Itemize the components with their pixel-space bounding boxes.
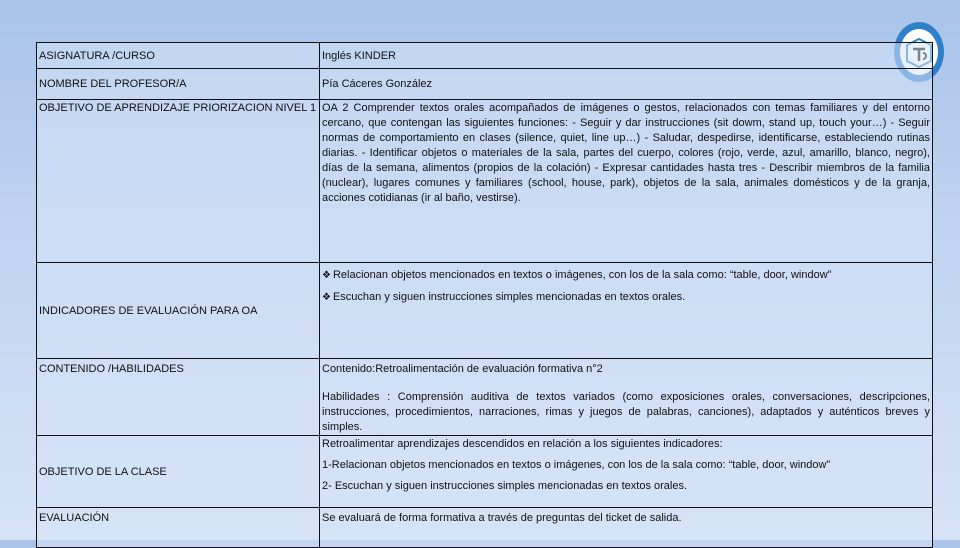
indicadores-list	[320, 263, 933, 359]
indicador-text: Escuchan y siguen instrucciones simples mencionadas en textos orales.	[332, 291, 686, 303]
contenido-label: CONTENIDO /HABILIDADES	[37, 359, 320, 436]
profesor-label: NOMBRE DEL PROFESOR/A	[37, 69, 320, 100]
objetivo-aprendizaje-label: OBJETIVO DE APRENDIZAJE PRIORIZACION NIVEL 1	[37, 100, 320, 263]
asignatura-label: ASIGNATURA /CURSO	[37, 43, 320, 69]
row-profesor	[37, 69, 933, 100]
indicadores-label: INDICADORES DE EVALUACIÓN PARA OA	[37, 263, 320, 359]
row-asignatura	[37, 43, 933, 69]
contenido-cell	[320, 359, 933, 436]
row-objetivo-aprendizaje	[37, 100, 933, 263]
asignatura-value: Inglés KINDER	[320, 43, 933, 69]
indicador-item	[322, 290, 930, 305]
diamond-bullet-icon: ❖	[322, 292, 331, 303]
row-objetivo-clase	[37, 436, 933, 508]
indicador-text: Relacionan objetos mencionados en textos o imágenes, con los de la sala como: “table, door, window”	[332, 269, 832, 281]
habilidades-text: Habilidades : Comprensión auditiva de textos variados (como exposiciones orales, conversaciones, descripciones, instrucciones, procedimientos, narraciones, rimas y juegos de palabras, canciones), adaptados y auténticos breves y simples.	[322, 391, 930, 433]
evaluacion-value: Se evaluará de forma formativa a través de preguntas del ticket de salida.	[320, 508, 933, 548]
diamond-bullet-icon: ❖	[322, 270, 331, 281]
row-indicadores	[37, 263, 933, 359]
evaluacion-label: EVALUACIÓN	[37, 508, 320, 548]
objetivo-clase-item: 2- Escuchan y siguen instrucciones simples mencionadas en textos orales.	[322, 480, 688, 492]
indicador-item	[322, 268, 930, 283]
objetivo-clase-cell	[320, 436, 933, 508]
objetivo-clase-intro: Retroalimentar aprendizajes descendidos en relación a los siguientes indicadores:	[322, 438, 723, 450]
objetivo-aprendizaje-value: OA 2 Comprender textos orales acompañados de imágenes o gestos, relacionados con temas familiares y del entorno cercano, que contengan las siguientes funciones: - Seguir y dar instrucciones (sit dowm, stand up, touch your…) - Seguir normas de comportamiento en clases (silence, quiet, line up…) - Saludar, despedirse, identificarse, estableciendo rutinas diarias. - Identificar objetos o materiales de la sala, partes del cuerpo, colores (rojo, verde, azul, amarillo, blanco, negro), días de la semana, alimentos (propios de la colación) - Expresar cantidades hasta tres - Describir miembros de la familia (nuclear), lugares comunes y familiares (school, house, park), objetos de la sala, animales domésticos y de la granja, acciones cotidianas (ir al baño, vestirse).	[320, 100, 933, 263]
objetivo-clase-item: 1-Relacionan objetos mencionados en textos o imágenes, con los de la sala como: “table, door, window”	[322, 459, 831, 471]
objetivo-clase-label: OBJETIVO DE LA CLASE	[37, 436, 320, 508]
class-plan-table	[36, 42, 933, 548]
row-contenido	[37, 359, 933, 436]
profesor-value: Pía Cáceres González	[320, 69, 933, 100]
contenido-text: Contenido:Retroalimentación de evaluación formativa n°2	[322, 363, 603, 375]
row-evaluacion	[37, 508, 933, 548]
